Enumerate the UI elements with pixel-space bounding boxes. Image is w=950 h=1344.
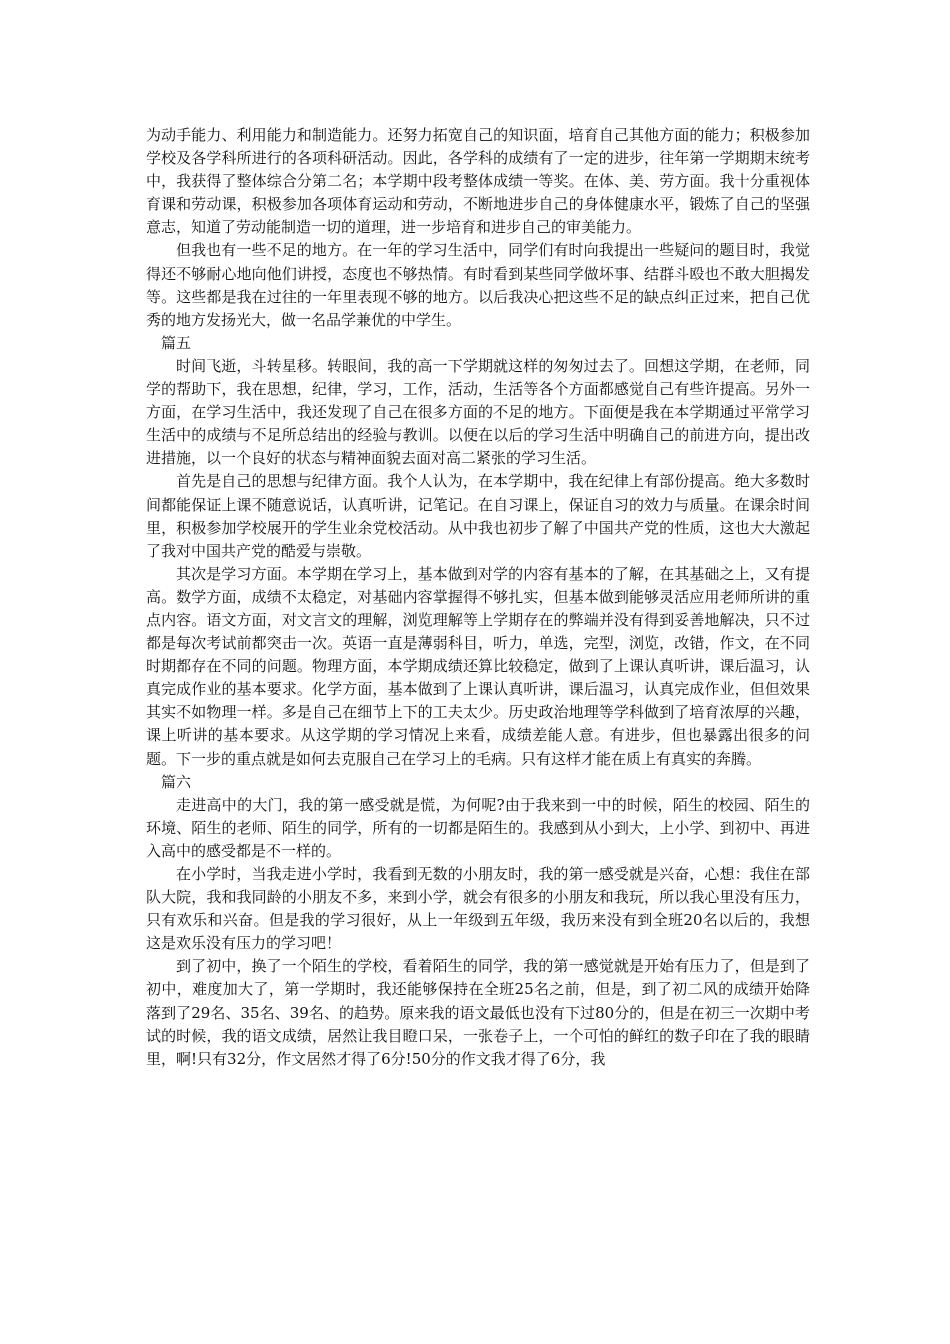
section-heading: 篇五 <box>161 333 192 352</box>
paragraph: 但我也有一些不足的地方。在一年的学习生活中，同学们有时向我提出一些疑问的题目时，我觉得还不够耐心地向他们讲授，态度也不够热情。有时看到某些同学做坏事、结群斗殴也不敢大胆揭发等。这些都是我在过往的一年里表现不够的地方。以后我决心把这些不足的缺点纠正过来，把自己优秀的地方发扬光大，做一名品学兼优的中学生。 <box>146 241 810 329</box>
paragraph-continuation: 为动手能力、利用能力和制造能力。还努力拓宽自己的知识面，培育自己其他方面的能力；积极参加学校及各学科所进行的各项科研活动。因此，各学科的成绩有了一定的进步，往年第一学期期末统考中，我获得了整体综合分第二名；本学期中段考整体成绩一等奖。在体、美、劳方面。我十分重视体育课和劳动课，积极参加各项体育运动和劳动，不断地进步自己的身体健康水平，锻炼了自己的坚强意志，知道了劳动能制造一切的道理，进一步培育和进步自己的审美能力。 <box>146 126 810 237</box>
section-heading: 篇六 <box>161 772 192 791</box>
document-page <box>146 124 810 1071</box>
paragraph: 时间飞逝，斗转星移。转眼间，我的高一下学期就这样的匆匆过去了。回想这学期，在老师，同学的帮助下，我在思想，纪律，学习，工作，活动，生活等各个方面都感觉自己有些许提高。另外一方面，在学习生活中，我还发现了自己在很多方面的不足的地方。下面便是我在本学期通过平常学习生活中的成绩与不足所总结出的经验与教训。以便在以后的学习生活中明确自己的前进方向，提出改进措施，以一个良好的状态与精神面貌去面对高二紧张的学习生活。 <box>146 356 810 468</box>
paragraph: 首先是自己的思想与纪律方面。我个人认为，在本学期中，我在纪律上有部份提高。绝大多数时间都能保证上课不随意说话，认真听讲，记笔记。在自习课上，保证自习的效力与质量。在课余时间里，积极参加学校展开的学生业余党校活动。从中我也初步了解了中国共产党的性质，这也大大激起了我对中国共产党的酷爱与崇敬。 <box>146 472 810 560</box>
paragraph: 到了初中，换了一个陌生的学校，看着陌生的同学，我的第一感觉就是开始有压力了，但是到了初中，难度加大了，第一学期时，我还能够保持在全班25名之前，但是，到了初二风的成绩开始降落到了29名、35名、39名、的趋势。原来我的语文最低也没有下过80分的，但是在初三一次期中考试的时候，我的语文成绩，居然让我目瞪口呆，一张卷子上，一个可怕的鲜红的数子印在了我的眼睛里，啊!只有32分，作文居然才得了6分!50分的作文我才得了6分，我 <box>146 957 810 1068</box>
paragraph: 其次是学习方面。本学期在学习上，基本做到对学的内容有基本的了解，在其基础之上，又有提高。数学方面，成绩不太稳定，对基础内容掌握得不够扎实，但基本做到能够灵活应用老师所讲的重点内容。语文方面，对文言文的理解，浏览理解等上学期存在的弊端并没有得到妥善地解决，只不过都是每次考试前都突击一次。英语一直是薄弱科目，听力，单选，完型，浏览，改错，作文，在不同时期都存在不同的问题。物理方面，本学期成绩还算比较稳定，做到了上课认真听讲，课后温习，认真完成作业的基本要求。化学方面，基本做到了上课认真听讲，课后温习，认真完成作业，但但效果其实不如物理一样。多是自己在细节上下的工夫太少。历史政治地理等学科做到了培育浓厚的兴趣，课上听讲的基本要求。从这学期的学习情况上来看，成绩差能人意。有进步，但也暴露出很多的问题。下一步的重点就是如何去克服自己在学习上的毛病。只有这样才能在质上有真实的奔腾。 <box>146 564 810 768</box>
paragraph: 走进高中的大门，我的第一感受就是慌，为何呢?由于我来到一中的时候，陌生的校园、陌生的环境、陌生的老师、陌生的同学，所有的一切都是陌生的。我感到从小到大，上小学、到初中、再进入高中的感受都是不一样的。 <box>146 795 810 860</box>
paragraph: 在小学时，当我走进小学时，我看到无数的小朋友时，我的第一感受就是兴奋，心想：我住在部队大院，我和我同龄的小朋友不多，来到小学，就会有很多的小朋友和我玩，所以我心里没有压力，只有欢乐和兴奋。但是我的学习很好，从上一年级到五年级，我历来没有到全班20名以后的，我想这是欢乐没有压力的学习吧！ <box>146 865 810 953</box>
